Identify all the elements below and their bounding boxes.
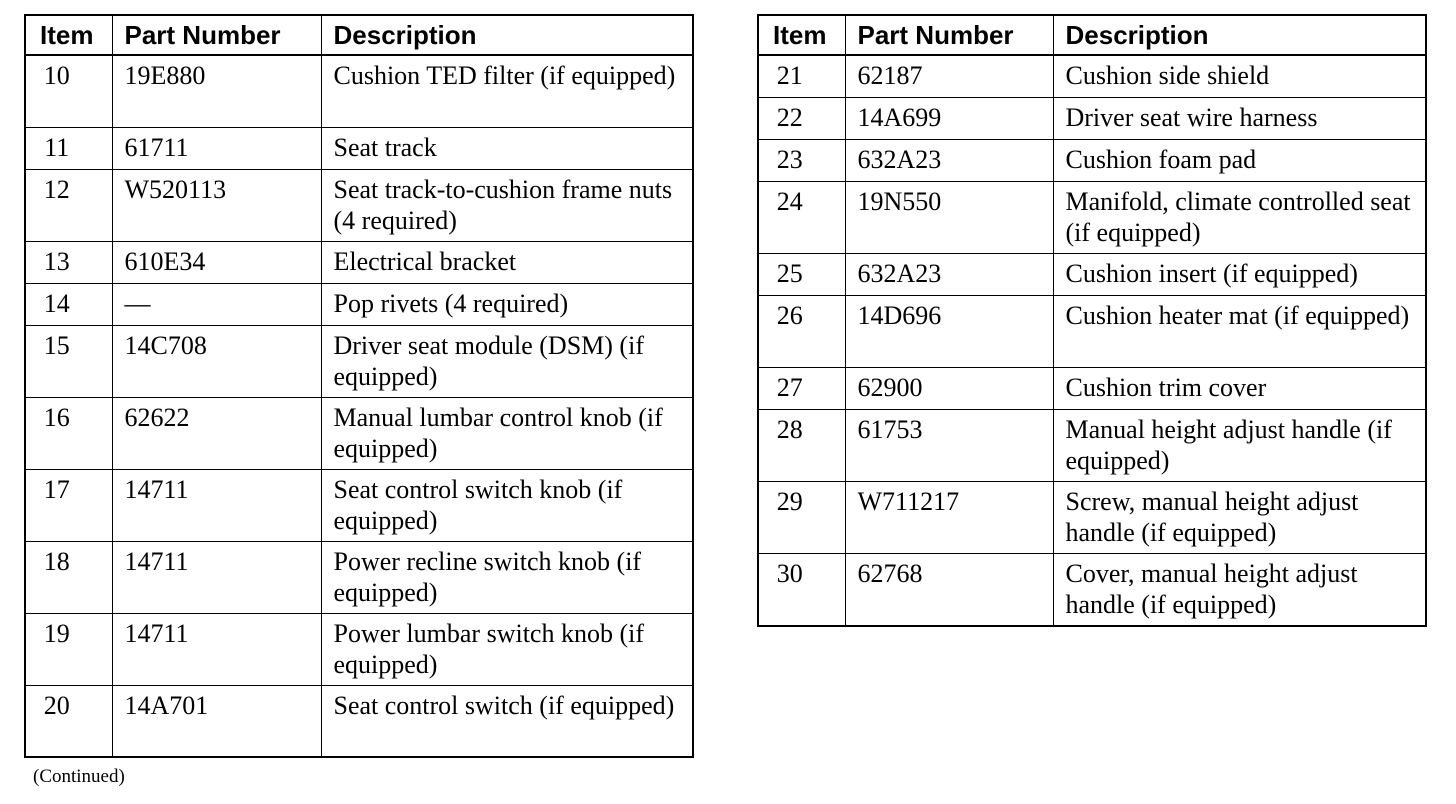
header-item: Item	[758, 15, 845, 55]
item-cell: 19	[25, 613, 112, 685]
header-part-number: Part Number	[112, 15, 321, 55]
item-cell: 13	[25, 241, 112, 283]
description-cell: Pop rivets (4 required)	[321, 283, 693, 325]
description-cell: Power recline switch knob (if equipped)	[321, 541, 693, 613]
part-number-cell: 14711	[112, 613, 321, 685]
item-cell: 24	[758, 181, 845, 253]
table-row	[758, 553, 1426, 626]
continued-note: (Continued)	[33, 766, 125, 787]
table-row	[758, 139, 1426, 181]
part-number-cell: 62768	[845, 553, 1053, 626]
table-row	[758, 409, 1426, 481]
table-row	[758, 367, 1426, 409]
part-number-cell: 610E34	[112, 241, 321, 283]
part-number-cell: 61711	[112, 127, 321, 169]
item-cell: 23	[758, 139, 845, 181]
description-cell: Cushion insert (if equipped)	[1053, 253, 1426, 295]
table-row	[758, 295, 1426, 367]
description-cell: Power lumbar switch knob (if equipped)	[321, 613, 693, 685]
header-row	[758, 15, 1426, 55]
part-number-cell: 632A23	[845, 139, 1053, 181]
table-row	[758, 181, 1426, 253]
table-row	[25, 613, 693, 685]
part-number-cell: 62900	[845, 367, 1053, 409]
part-number-cell: W711217	[845, 481, 1053, 553]
part-number-cell: —	[112, 283, 321, 325]
table-row	[758, 55, 1426, 97]
description-cell: Seat track-to-cushion frame nuts (4 required)	[321, 169, 693, 241]
part-number-cell: 14711	[112, 469, 321, 541]
description-cell: Manual height adjust handle (if equipped)	[1053, 409, 1426, 481]
description-cell: Seat control switch knob (if equipped)	[321, 469, 693, 541]
description-cell: Cushion side shield	[1053, 55, 1426, 97]
table-row	[25, 469, 693, 541]
part-number-cell: 14A701	[112, 685, 321, 757]
item-cell: 12	[25, 169, 112, 241]
header-item: Item	[25, 15, 112, 55]
item-cell: 10	[25, 55, 112, 127]
description-cell: Manual lumbar control knob (if equipped)	[321, 397, 693, 469]
part-number-cell: 62187	[845, 55, 1053, 97]
description-cell: Cushion foam pad	[1053, 139, 1426, 181]
item-cell: 18	[25, 541, 112, 613]
item-cell: 30	[758, 553, 845, 626]
table-row	[758, 253, 1426, 295]
part-number-cell: 632A23	[845, 253, 1053, 295]
part-number-cell: 19N550	[845, 181, 1053, 253]
header-part-number: Part Number	[845, 15, 1053, 55]
table-row	[25, 127, 693, 169]
header-description: Description	[1053, 15, 1426, 55]
item-cell: 20	[25, 685, 112, 757]
table-row	[25, 541, 693, 613]
header-description: Description	[321, 15, 693, 55]
header-row	[25, 15, 693, 55]
description-cell: Cushion trim cover	[1053, 367, 1426, 409]
table-row	[25, 685, 693, 757]
table-row	[25, 169, 693, 241]
table-row	[758, 481, 1426, 553]
table-row	[25, 283, 693, 325]
item-cell: 27	[758, 367, 845, 409]
item-cell: 14	[25, 283, 112, 325]
part-number-cell: 61753	[845, 409, 1053, 481]
table-row	[758, 97, 1426, 139]
item-cell: 22	[758, 97, 845, 139]
part-number-cell: 14C708	[112, 325, 321, 397]
part-number-cell: 14711	[112, 541, 321, 613]
item-cell: 17	[25, 469, 112, 541]
part-number-cell: 14A699	[845, 97, 1053, 139]
table-row	[25, 241, 693, 283]
description-cell: Electrical bracket	[321, 241, 693, 283]
item-cell: 25	[758, 253, 845, 295]
description-cell: Cover, manual height adjust handle (if equipped)	[1053, 553, 1426, 626]
description-cell: Cushion TED filter (if equipped)	[321, 55, 693, 127]
description-cell: Driver seat wire harness	[1053, 97, 1426, 139]
item-cell: 16	[25, 397, 112, 469]
item-cell: 29	[758, 481, 845, 553]
part-number-cell: 19E880	[112, 55, 321, 127]
item-cell: 11	[25, 127, 112, 169]
part-number-cell: 14D696	[845, 295, 1053, 367]
description-cell: Manifold, climate controlled seat (if equipped)	[1053, 181, 1426, 253]
description-cell: Cushion heater mat (if equipped)	[1053, 295, 1426, 367]
parts-table-right	[757, 14, 1427, 627]
description-cell: Seat control switch (if equipped)	[321, 685, 693, 757]
table-row	[25, 397, 693, 469]
item-cell: 15	[25, 325, 112, 397]
item-cell: 26	[758, 295, 845, 367]
description-cell: Screw, manual height adjust handle (if equipped)	[1053, 481, 1426, 553]
item-cell: 21	[758, 55, 845, 97]
part-number-cell: W520113	[112, 169, 321, 241]
part-number-cell: 62622	[112, 397, 321, 469]
table-row	[25, 325, 693, 397]
table-row	[25, 55, 693, 127]
parts-table-left	[24, 14, 694, 758]
item-cell: 28	[758, 409, 845, 481]
description-cell: Seat track	[321, 127, 693, 169]
description-cell: Driver seat module (DSM) (if equipped)	[321, 325, 693, 397]
